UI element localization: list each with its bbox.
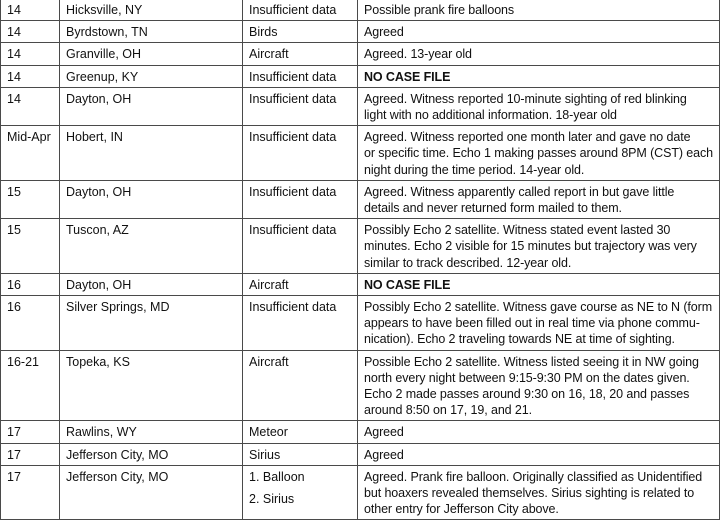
location-cell: Jefferson City, MO [60,465,243,520]
date-cell: Mid-Apr [1,126,60,181]
explanation-text: Insufficient data [249,223,337,238]
explanation-text: Aircraft [249,354,289,369]
table-row [1,219,720,274]
explanation-cell [243,21,358,43]
explanation-cell [243,180,358,218]
explanation-cell [243,219,358,274]
table-row [1,273,720,295]
notes-cell: Possibly Echo 2 satellite. Witness stated event lasted 30 minutes. Echo 2 visible for 15 minutes but trajectory was very similar to track described. 12-year old. [358,219,720,274]
location-cell: Dayton, OH [60,273,243,295]
explanation-cell [243,0,358,21]
explanation-text: Insufficient data [249,300,337,315]
date-cell: 14 [1,87,60,125]
date-cell: 17 [1,443,60,465]
explanation-cell [243,465,358,520]
location-cell: Dayton, OH [60,87,243,125]
location-cell: Silver Springs, MD [60,296,243,351]
no-case-file-notice: NO CASE FILE [358,273,720,295]
explanation-cell [243,421,358,443]
date-cell: 15 [1,219,60,274]
notes-cell: Possibly Echo 2 satellite. Witness gave course as NE to N (form appears to have been filled out in real time via phone commu- nication). Echo 2 traveling towards NE at time of sighting. [358,296,720,351]
explanation-cell [243,126,358,181]
table-row [1,350,720,421]
no-case-file-notice: NO CASE FILE [358,65,720,87]
location-cell: Hobert, IN [60,126,243,181]
location-cell: Jefferson City, MO [60,443,243,465]
explanation-cell [243,87,358,125]
explanation-cell [243,43,358,65]
location-cell: Topeka, KS [60,350,243,421]
table-row [1,443,720,465]
date-cell: 16 [1,296,60,351]
explanation-text: 1. Balloon [249,469,305,484]
explanation-text: Sirius [249,447,281,462]
table-row [1,21,720,43]
explanation-text: 2. Sirius [249,492,295,507]
date-cell: 16-21 [1,350,60,421]
table-row [1,0,720,21]
table-row [1,43,720,65]
explanation-text: Birds [249,25,278,40]
table-row [1,421,720,443]
table-row [1,87,720,125]
explanation-text: Aircraft [249,277,289,292]
notes-cell: Agreed. Witness reported one month later and gave no date or specific time. Echo 1 making passes around 8PM (CST) each night during the time period. 14-year old. [358,126,720,181]
explanation-text: Insufficient data [249,184,337,199]
table-row [1,465,720,520]
notes-cell: Possible prank fire balloons [358,0,720,21]
date-cell: 17 [1,465,60,520]
table-row [1,126,720,181]
explanation-text: Meteor [249,425,288,440]
date-cell: 14 [1,21,60,43]
explanation-text: Insufficient data [249,91,337,106]
notes-cell: Agreed [358,421,720,443]
table-row [1,180,720,218]
table-row [1,296,720,351]
notes-cell: Agreed. Prank fire balloon. Originally classified as Unidentified but hoaxers revealed themselves. Sirius sighting is related to other entry for Jefferson City above. [358,465,720,520]
location-cell: Hicksville, NY [60,0,243,21]
explanation-cell [243,443,358,465]
notes-cell: Agreed [358,443,720,465]
explanation-cell [243,296,358,351]
explanation-cell [243,350,358,421]
date-cell: 14 [1,0,60,21]
sightings-table-body [1,0,720,520]
date-cell: 16 [1,273,60,295]
location-cell: Tuscon, AZ [60,219,243,274]
location-cell: Rawlins, WY [60,421,243,443]
notes-cell: Agreed. Witness reported 10-minute sighting of red blinking light with no additional information. 18-year old [358,87,720,125]
date-cell: 17 [1,421,60,443]
location-cell: Granville, OH [60,43,243,65]
notes-cell: Agreed [358,21,720,43]
notes-cell: Agreed. Witness apparently called report in but gave little details and never returned form mailed to them. [358,180,720,218]
location-cell: Greenup, KY [60,65,243,87]
notes-cell: Possible Echo 2 satellite. Witness listed seeing it in NW going north every night between 9:15-9:30 PM on the dates given. Echo 2 made passes around 9:30 on 16, 18, 20 and passes around 8:50 on 17, 19, and 21. [358,350,720,421]
explanation-cell [243,273,358,295]
date-cell: 15 [1,180,60,218]
table-row [1,65,720,87]
explanation-text: Aircraft [249,47,289,62]
date-cell: 14 [1,43,60,65]
explanation-text: Insufficient data [249,69,337,84]
explanation-cell [243,65,358,87]
location-cell: Dayton, OH [60,180,243,218]
location-cell: Byrdstown, TN [60,21,243,43]
date-cell: 14 [1,65,60,87]
explanation-text: Insufficient data [249,130,337,145]
notes-cell: Agreed. 13-year old [358,43,720,65]
explanation-text: Insufficient data [249,3,337,17]
